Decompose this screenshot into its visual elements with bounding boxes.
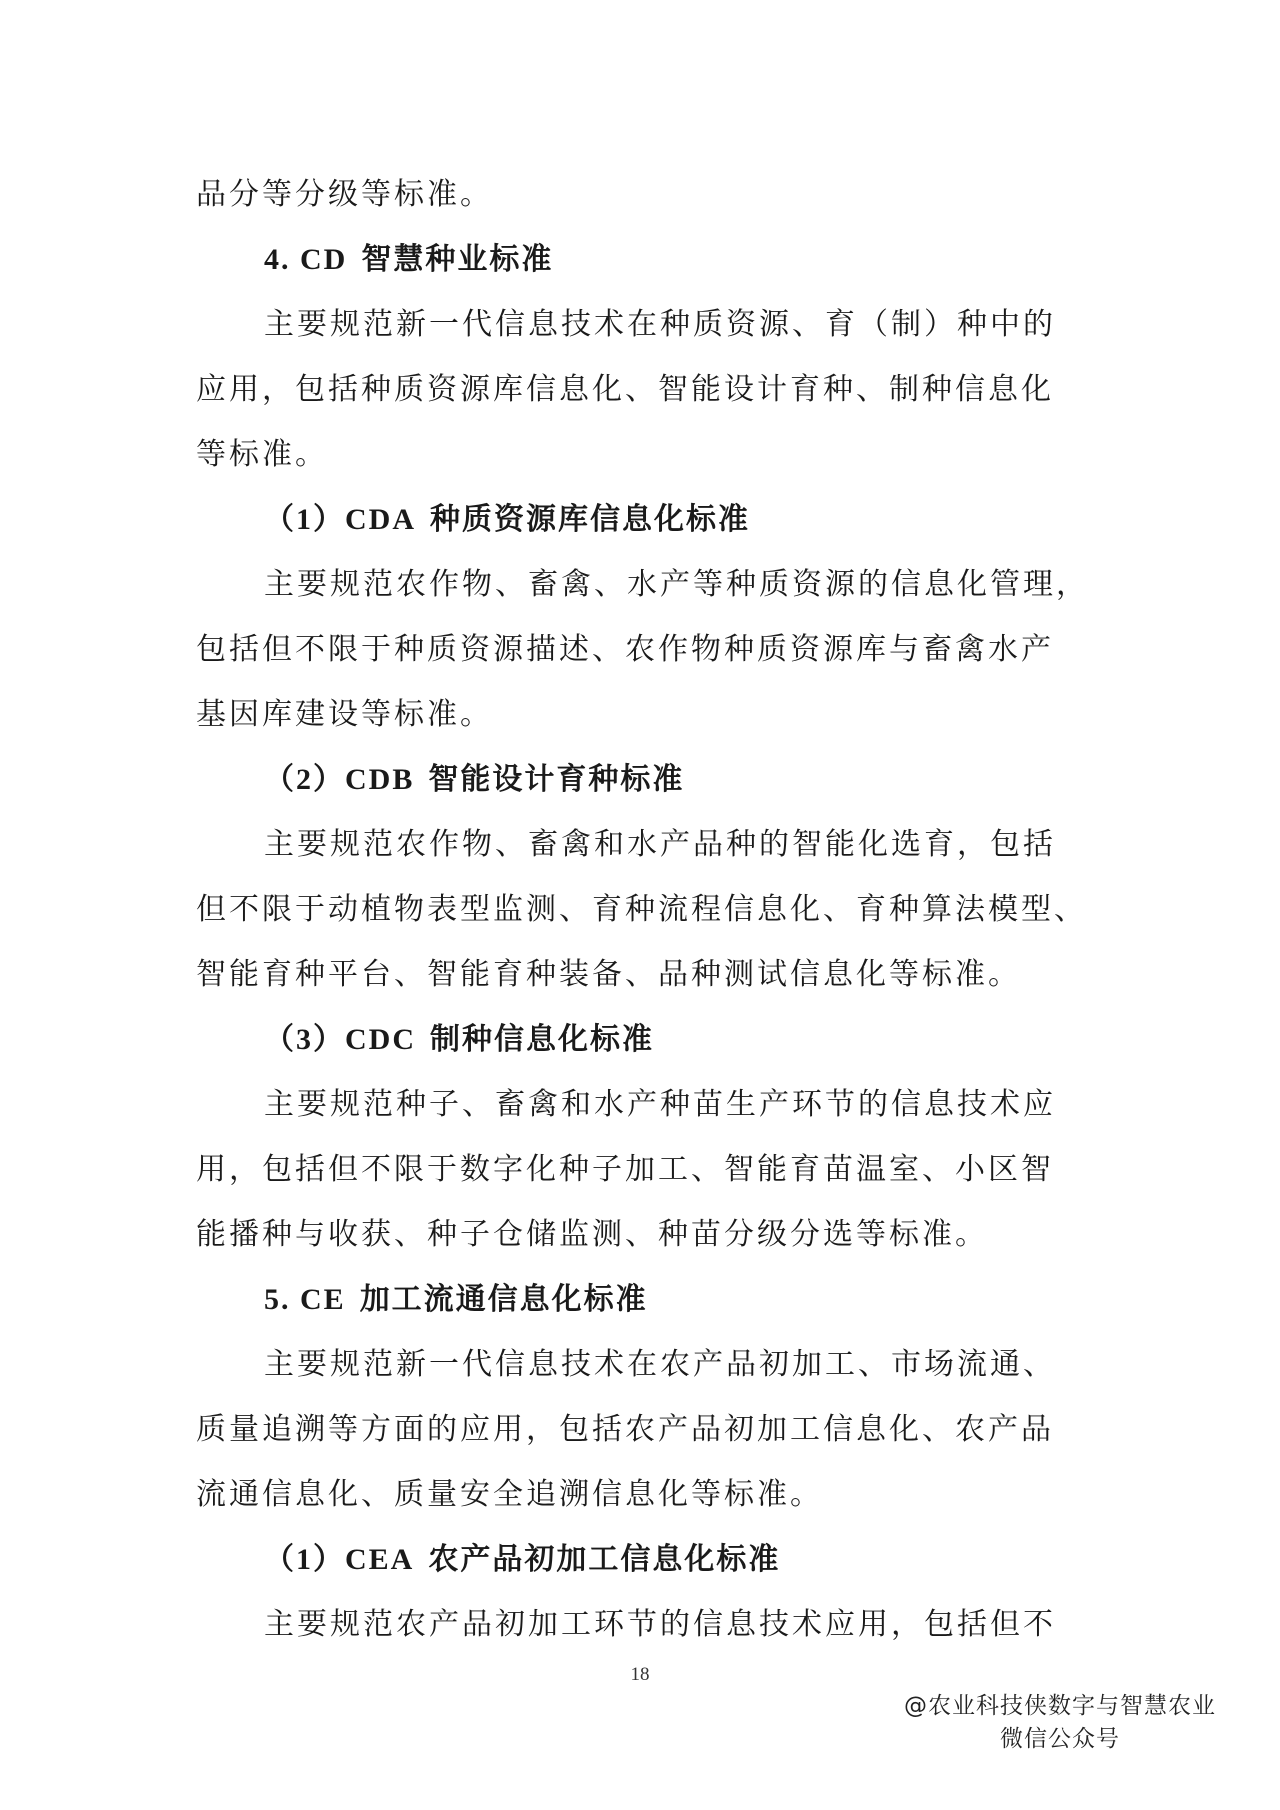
paragraph-line: 主要规范种子、畜禽和水产种苗生产环节的信息技术应 [264, 1087, 1056, 1122]
section-heading [196, 1267, 1096, 1332]
section-code: （3）CDC [264, 1023, 416, 1056]
paragraph-line: 主要规范新一代信息技术在农产品初加工、市场流通、 [264, 1347, 1056, 1382]
watermark-line-2: 微信公众号 [1000, 1726, 1120, 1752]
section-code: 5. CE [264, 1283, 346, 1316]
paragraph-line: 主要规范农作物、畜禽、水产等种质资源的信息化管理， [264, 567, 1089, 602]
paragraph-line: 用，包括但不限于数字化种子加工、智能育苗温室、小区智 [196, 1152, 1054, 1187]
section-title: 农产品初加工信息化标准 [428, 1542, 781, 1577]
watermark [880, 1690, 1240, 1756]
paragraph-line: 基因库建设等标准。 [196, 697, 493, 732]
paragraph-line: 应用，包括种质资源库信息化、智能设计育种、制种信息化 [196, 372, 1054, 407]
paragraph-line: 等标准。 [196, 437, 328, 472]
section-title: 智能设计育种标准 [428, 762, 685, 797]
section-title: 加工流通信息化标准 [359, 1282, 648, 1317]
section-heading [196, 1007, 1096, 1072]
section-title: 制种信息化标准 [430, 1022, 654, 1057]
document-body [196, 162, 1096, 1657]
paragraph-line: 能播种与收获、种子仓储监测、种苗分级分选等标准。 [196, 1217, 988, 1252]
section-heading [196, 227, 1096, 292]
paragraph-line: 主要规范新一代信息技术在种质资源、育（制）种中的 [264, 307, 1056, 342]
section-title: 种质资源库信息化标准 [430, 502, 750, 537]
section-heading [196, 487, 1096, 552]
section-code: （1）CEA [264, 1543, 415, 1576]
section-code: （2）CDB [264, 763, 415, 796]
paragraph-line: 流通信息化、质量安全追溯信息化等标准。 [196, 1477, 823, 1512]
section-code: 4. CD [264, 243, 348, 276]
section-heading [196, 1527, 1096, 1592]
watermark-line-1: @农业科技侠数字与智慧农业 [904, 1693, 1216, 1719]
paragraph-line: 但不限于动植物表型监测、育种流程信息化、育种算法模型、 [196, 892, 1087, 927]
paragraph-line: 包括但不限于种质资源描述、农作物种质资源库与畜禽水产 [196, 632, 1054, 667]
paragraph-line: 主要规范农作物、畜禽和水产品种的智能化选育，包括 [264, 827, 1056, 862]
section-code: （1）CDA [264, 503, 416, 536]
section-heading [196, 747, 1096, 812]
paragraph-line: 质量追溯等方面的应用，包括农产品初加工信息化、农产品 [196, 1412, 1054, 1447]
paragraph-line: 品分等分级等标准。 [196, 177, 493, 212]
paragraph-line: 主要规范农产品初加工环节的信息技术应用，包括但不 [264, 1607, 1056, 1642]
page-number: 18 [630, 1664, 650, 1685]
paragraph-line: 智能育种平台、智能育种装备、品种测试信息化等标准。 [196, 957, 1021, 992]
section-title: 智慧种业标准 [361, 242, 554, 277]
